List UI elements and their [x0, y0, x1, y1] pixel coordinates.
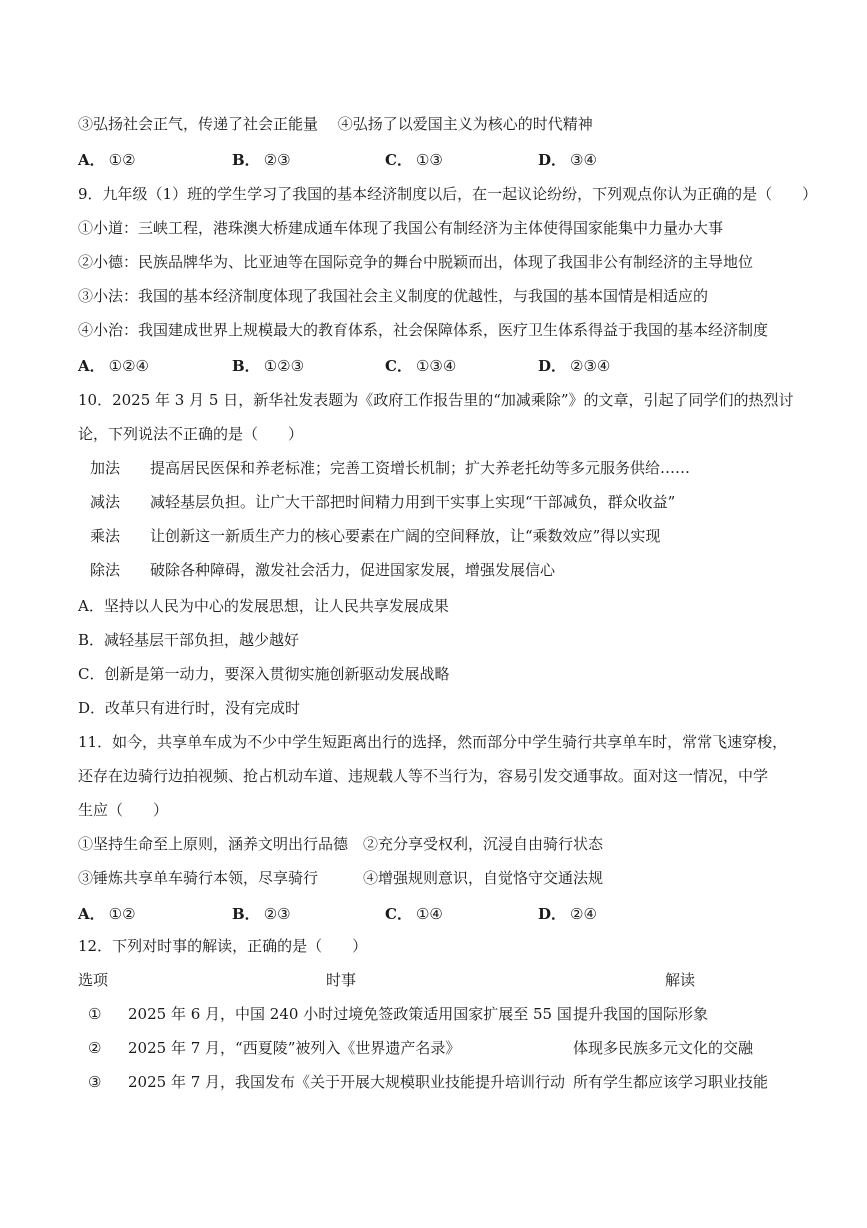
option-key: B．: [232, 357, 260, 375]
option-text: ①③④: [415, 357, 457, 375]
option-key: B．: [232, 905, 260, 923]
q11-options: [78, 904, 778, 924]
row-label: 乘法: [90, 527, 121, 545]
row-label: 加法: [90, 459, 121, 477]
row-event: 2025 年 7 月，“西夏陵”被列入《世界遗产名录》: [128, 1039, 461, 1057]
q9-item-3: ③小法：我国的基本经济制度体现了我国社会主义制度的优越性，与我国的基本国情是相适应的: [78, 287, 709, 305]
option-key: C．: [385, 357, 412, 375]
q10-row-subtract: [90, 492, 850, 512]
row-text: 让创新这一新质生产力的核心要素在广阔的空间释放，让“乘数效应”得以实现: [150, 527, 661, 545]
row-number: ③: [88, 1073, 102, 1091]
option-key: C．: [385, 151, 412, 169]
option-key: A．: [78, 151, 105, 169]
q8-options: [78, 150, 778, 170]
q9-option-c: [385, 356, 456, 376]
option-text: ②③: [263, 151, 291, 169]
option-key: A．: [78, 905, 105, 923]
q10-option-a: A．坚持以人民为中心的发展思想，让人民共享发展成果: [78, 597, 449, 615]
row-number: ②: [88, 1039, 102, 1057]
q12-table-header: [78, 970, 838, 990]
option-text: ①③: [415, 151, 443, 169]
q8-option-c: [385, 150, 443, 170]
q11-items-line-1: ①坚持生命至上原则，涵养文明出行品德 ②充分享受权利，沉浸自由骑行状态: [78, 835, 604, 853]
row-reading: 提升我国的国际形象: [573, 1005, 709, 1023]
q12-table-row: [78, 1038, 838, 1058]
row-event: 2025 年 7 月，我国发布《关于开展大规模职业技能提升培训行动: [128, 1073, 566, 1091]
q9-options: [78, 356, 778, 376]
q8-option-b: [232, 150, 291, 170]
q10-option-c: C．创新是第一动力，要深入贯彻实施创新驱动发展战略: [78, 665, 450, 683]
q8-option-a: [78, 150, 136, 170]
q9-option-a: [78, 356, 149, 376]
option-text: ③④: [570, 151, 597, 169]
option-text: ②③: [263, 905, 291, 923]
header-event: 时事: [326, 971, 357, 989]
row-reading: 体现多民族多元文化的交融: [573, 1039, 754, 1057]
option-text: ①②: [108, 151, 136, 169]
option-text: ①②④: [108, 357, 149, 375]
q12-table-row: [78, 1004, 838, 1024]
q11-stem-line-1: 11．如今，共享单车成为不少中学生短距离出行的选择，然而部分中学生骑行共享单车时，常常飞速穿梭，: [78, 733, 788, 751]
option-key: D．: [538, 357, 567, 375]
row-text: 提高居民医保和养老标准；完善工资增长机制；扩大养老托幼等多元服务供给……: [150, 459, 691, 477]
row-reading: 所有学生都应该学习职业技能: [573, 1073, 769, 1091]
q10-option-b: B．减轻基层干部负担，越少越好: [78, 631, 300, 649]
q11-option-d: [538, 904, 597, 924]
q11-option-c: [385, 904, 443, 924]
row-text: 减轻基层负担。让广大干部把时间精力用到干实事上实现“干部减负，群众收益”: [150, 493, 676, 511]
q9-option-d: [538, 356, 610, 376]
row-label: 除法: [90, 561, 121, 579]
header-option: 选项: [78, 971, 109, 989]
q10-stem-line-2: 论，下列说法不正确的是（ ）: [78, 425, 304, 443]
q11-stem-line-3: 生应（ ）: [78, 801, 169, 819]
q11-option-b: [232, 904, 291, 924]
option-text: ②③④: [570, 357, 611, 375]
option-text: ①②: [108, 905, 136, 923]
row-text: 破除各种障碍，激发社会活力，促进国家发展，增强发展信心: [150, 561, 556, 579]
q10-option-d: D．改革只有进行时，没有完成时: [78, 699, 301, 717]
q8-items-line: ③弘扬社会正气，传递了社会正能量 ④弘扬了以爱国主义为核心的时代精神: [78, 115, 593, 133]
q10-row-multiply: [90, 526, 850, 546]
q10-row-divide: [90, 560, 850, 580]
row-number: ①: [88, 1005, 102, 1023]
q9-item-2: ②小德：民族品牌华为、比亚迪等在国际竞争的舞台中脱颖而出，体现了我国非公有制经济的主导地位: [78, 253, 754, 271]
row-label: 减法: [90, 493, 121, 511]
q11-items-line-2: ③锤炼共享单车骑行本领，尽享骑行 ④增强规则意识，自觉恪守交通法规: [78, 869, 604, 887]
q8-option-d: [538, 150, 597, 170]
option-text: ①④: [415, 905, 443, 923]
q9-item-4: ④小治：我国建成世界上规模最大的教育体系，社会保障体系，医疗卫生体系得益于我国的基本经济制度: [78, 321, 769, 339]
q9-item-1: ①小道：三峡工程，港珠澳大桥建成通车体现了我国公有制经济为主体使得国家能集中力量办大事: [78, 219, 724, 237]
option-key: D．: [538, 905, 567, 923]
q9-option-b: [232, 356, 304, 376]
q12-table-row: [78, 1072, 838, 1092]
q12-stem: 12．下列对时事的解读，正确的是（ ）: [78, 937, 368, 955]
option-key: A．: [78, 357, 105, 375]
option-text: ②④: [570, 905, 597, 923]
option-text: ①②③: [263, 357, 305, 375]
option-key: C．: [385, 905, 412, 923]
option-key: B．: [232, 151, 260, 169]
header-reading: 解读: [665, 971, 696, 989]
q11-stem-line-2: 还存在边骑行边拍视频、抢占机动车道、违规载人等不当行为，容易引发交通事故。面对这一情况，中学: [78, 767, 769, 785]
q11-option-a: [78, 904, 136, 924]
row-event: 2025 年 6 月，中国 240 小时过境免签政策适用国家扩展至 55 国: [128, 1005, 572, 1023]
option-key: D．: [538, 151, 567, 169]
q10-stem-line-1: 10．2025 年 3 月 5 日，新华社发表题为《政府工作报告里的“加减乘除”》的文章，引起了同学们的热烈讨: [78, 391, 794, 409]
q9-stem: 9．九年级（1）班的学生学习了我国的基本经济制度以后，在一起议论纷纷，下列观点你认为正确的是（ ）: [78, 185, 818, 203]
q10-row-add: [90, 458, 850, 478]
